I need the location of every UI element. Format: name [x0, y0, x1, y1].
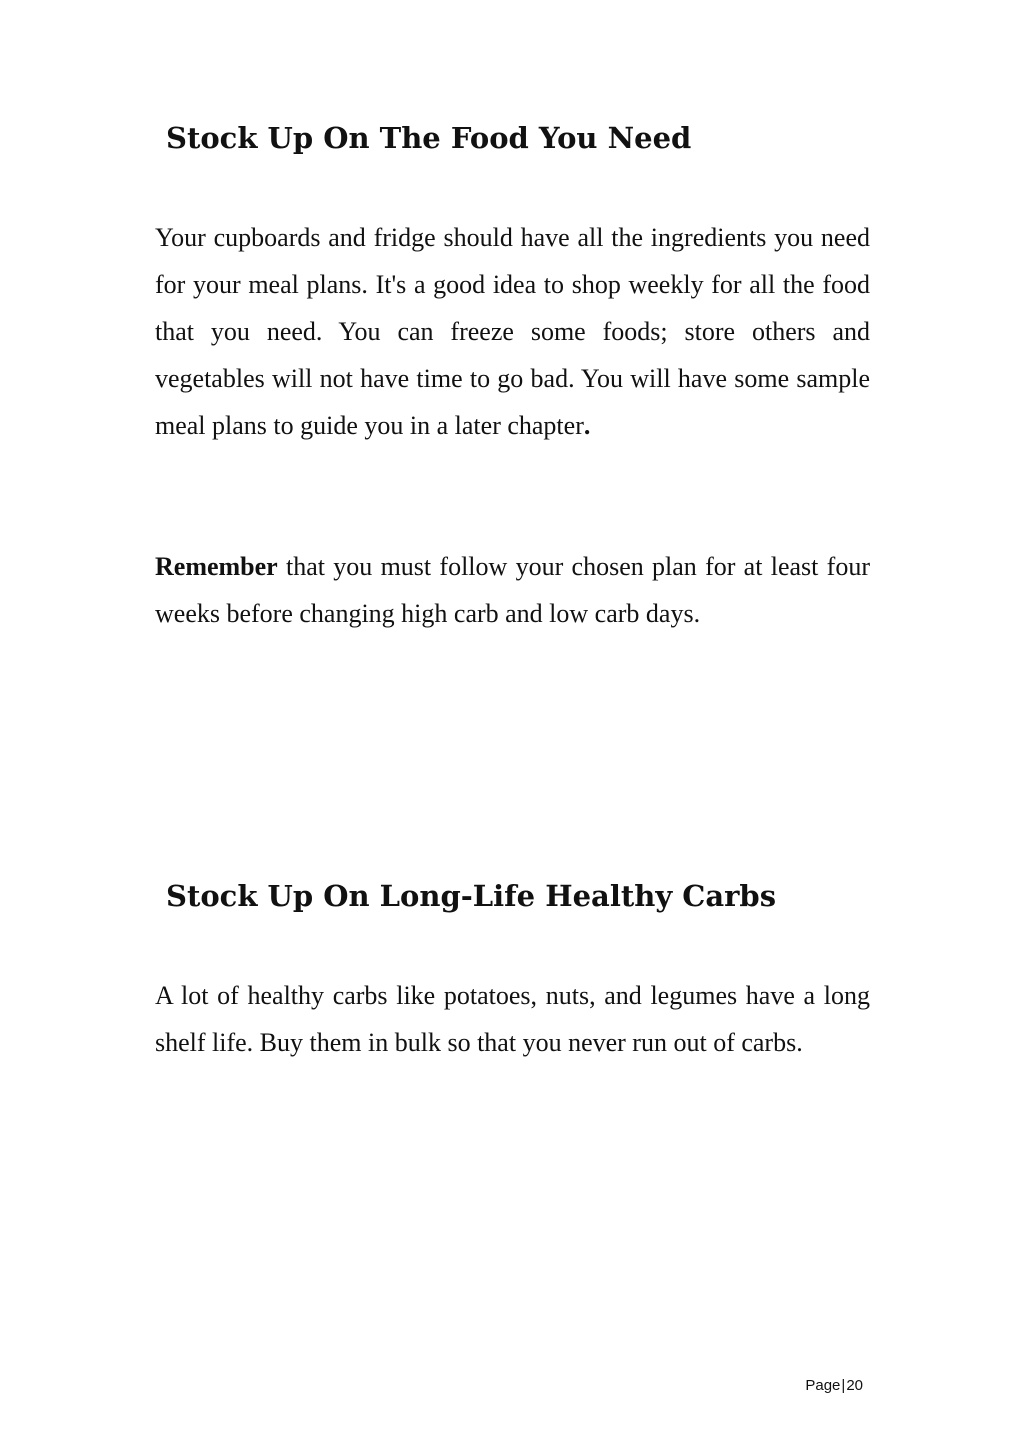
paragraph-cupboards-text: Your cupboards and fridge should have all the ingredients you need for your meal plans. It's a good idea to shop weekly for all the food that you need. You can freeze some foods; store others and vegetables will not have time to go bad. You will have some sample meal plans to guide you in a later chapter [155, 223, 870, 440]
page-label: Page [805, 1377, 841, 1394]
paragraph-remember [155, 543, 870, 637]
paragraph-cupboards [155, 214, 870, 449]
remember-bold-label: Remember [155, 552, 278, 581]
section-heading-carbs: Stock Up On Long-Life Healthy Carbs [166, 879, 777, 913]
page-separator: | [841, 1377, 846, 1394]
paragraph-healthy-carbs [155, 972, 870, 1066]
section-heading-food: Stock Up On The Food You Need [166, 121, 692, 155]
paragraph-healthy-carbs-text: A lot of healthy carbs like potatoes, nuts, and legumes have a long shelf life. Buy them in bulk so that you never run out of carbs. [155, 981, 870, 1057]
paragraph-remember-text: that you must follow your chosen plan for at least four weeks before changing high carb and low carb days. [155, 552, 870, 628]
paragraph-cupboards-end-mark: . [583, 411, 591, 440]
page-number: 20 [846, 1377, 863, 1394]
page-number-footer [805, 1377, 863, 1395]
